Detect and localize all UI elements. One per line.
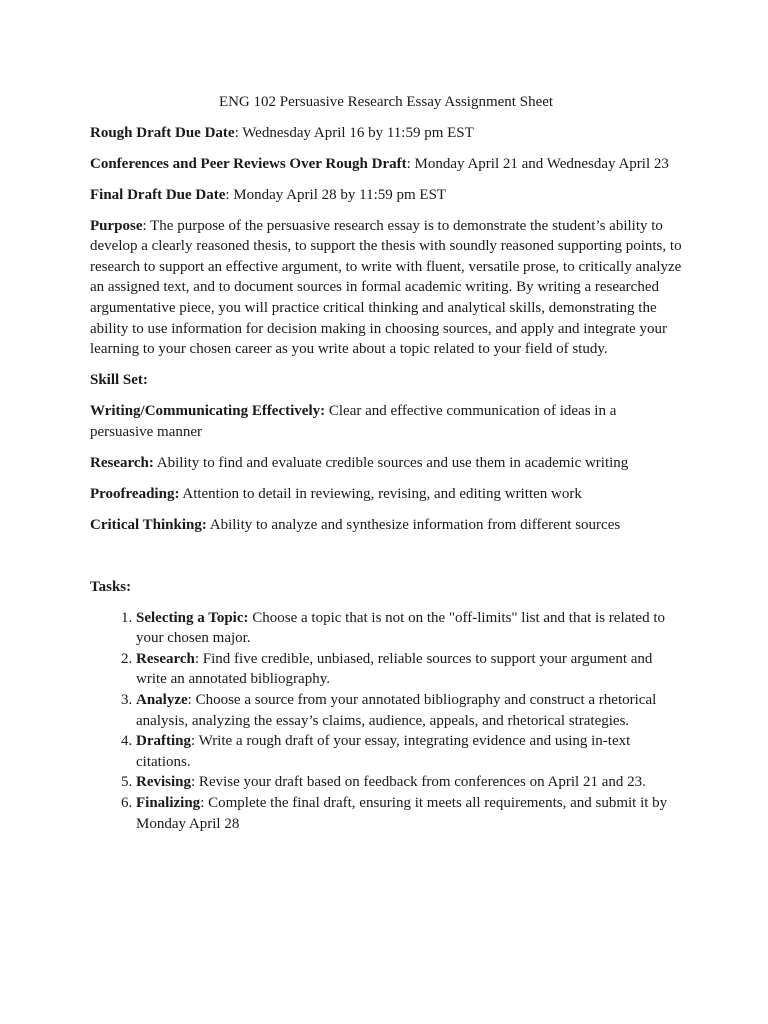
task-label: Revising	[136, 774, 192, 791]
document-page	[90, 92, 682, 834]
task-text: : Revise your draft based on feedback from conferences on April 21 and 23.	[191, 774, 646, 791]
tasks-heading-text: Tasks:	[90, 578, 132, 595]
conferences-label: Conferences and Peer Reviews Over Rough Draft	[90, 155, 407, 172]
skill-text: Attention to detail in reviewing, revising, and editing written work	[179, 485, 582, 502]
skill-label: Critical Thinking:	[90, 516, 207, 533]
purpose-text: : The purpose of the persuasive research essay is to demonstrate the student’s ability to develop a clearly reasoned thesis, to support the thesis with soundly reasoned supporting points, to research to support an effective argument, to write with fluent, versatile prose, to critically analyze an assigned text, and to document sources in formal academic writing. By writing a researched argumentative piece, you will practice critical thinking and analytical skills, demonstrating the ability to use information for decision making in choosing sources, and apply and integrate your learning to your chosen career as you write about a topic related to your field of study.	[90, 217, 682, 358]
rough-draft-due-date	[90, 123, 682, 144]
task-text: : Complete the final draft, ensuring it meets all requirements, and submit it by Monday April 28	[136, 794, 668, 832]
document-title: ENG 102 Persuasive Research Essay Assignment Sheet	[218, 94, 554, 110]
skill-item	[90, 401, 682, 442]
task-item	[136, 690, 682, 731]
skill-label: Research:	[90, 454, 154, 471]
skill-label: Writing/Communicating Effectively:	[90, 403, 326, 420]
skill-item	[90, 484, 682, 505]
skill-set-heading	[90, 370, 682, 391]
conferences-value: : Monday April 21 and Wednesday April 23	[406, 155, 669, 172]
purpose-paragraph	[90, 216, 682, 360]
task-label: Analyze	[136, 691, 188, 708]
skill-text: Ability to analyze and synthesize information from different sources	[206, 516, 621, 533]
rough-draft-label: Rough Draft Due Date	[90, 124, 235, 141]
skill-text: Ability to find and evaluate credible sources and use them in academic writing	[153, 454, 629, 471]
task-item	[136, 793, 682, 834]
task-label: Drafting	[136, 733, 191, 750]
purpose-label: Purpose	[90, 217, 143, 234]
conferences-dates	[90, 154, 682, 175]
task-label: Finalizing	[136, 794, 201, 811]
tasks-list	[90, 608, 682, 835]
skill-item	[90, 515, 682, 536]
skill-set-heading-text: Skill Set:	[90, 372, 148, 389]
task-item	[136, 772, 682, 793]
task-item	[136, 731, 682, 772]
rough-draft-value: : Wednesday April 16 by 11:59 pm EST	[234, 124, 474, 141]
blank-line	[90, 546, 682, 577]
task-text: : Choose a source from your annotated bibliography and construct a rhetorical analysis, analyzing the essay’s claims, audience, appeals, and rhetorical strategies.	[136, 691, 657, 729]
skill-text: Clear and effective communication of ideas in a persuasive manner	[90, 403, 617, 440]
final-draft-due-date	[90, 185, 682, 206]
task-label: Selecting a Topic:	[136, 609, 249, 626]
task-item	[136, 649, 682, 690]
final-draft-value: : Monday April 28 by 11:59 pm EST	[225, 186, 447, 203]
skill-label: Proofreading:	[90, 485, 180, 502]
task-text: : Find five credible, unbiased, reliable sources to support your argument and write an annotated bibliography.	[136, 650, 653, 688]
task-label: Research	[136, 650, 195, 667]
tasks-heading	[90, 577, 682, 598]
task-item	[136, 608, 682, 649]
task-text: Choose a topic that is not on the "off-limits" list and that is related to your chosen major.	[136, 609, 666, 647]
skill-item	[90, 453, 682, 474]
task-text: : Write a rough draft of your essay, integrating evidence and using in-text citations.	[136, 733, 631, 770]
final-draft-label: Final Draft Due Date	[90, 186, 226, 203]
